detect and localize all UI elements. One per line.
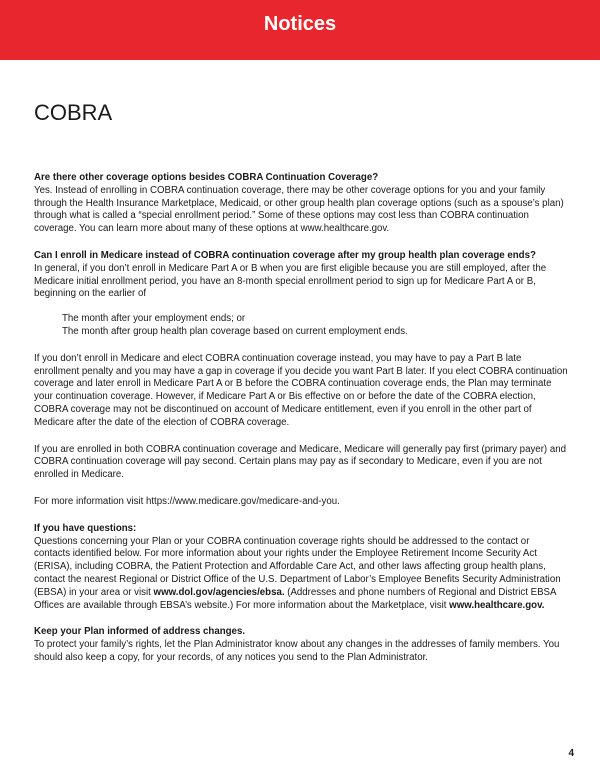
section-heading: If you have questions: [34, 522, 137, 534]
section-paragraph: For more information visit https://www.medicare.gov/medicare-and-you. [34, 495, 340, 507]
section-paragraph [34, 536, 568, 613]
section-paragraph: If you don’t enroll in Medicare and elect COBRA continuation coverage instead, you may have to pay a Part B late enrollment penalty and you may have a gap in coverage if you decide you want Part B later. If you elect COBRA continuation coverage and later enroll in Medicare Part A or B before the COBRA continuation coverage ends, the Plan may terminate your continuation coverage. However, if Medicare Part A or Bis effective on or before the date of the COBRA election, COBRA coverage may not be discontinued on account of Medicare entitlement, even if you enroll in the other part of Medicare after the date of the election of COBRA coverage. [34, 352, 568, 428]
paragraph-text: Questions concerning your Plan or your COBRA continuation coverage rights should be addressed to the contact or contacts identified below. For more information about your rights under the Employee Retirement Income Security Act (ERISA), including COBRA, the Patient Protection and Affordable Care Act, and other laws affecting group health plans, contact the nearest Regional or District Office of the U.S. Department of Labor’s Employee Benefits Security Administration (EBSA) in your area or visit [34, 535, 561, 598]
section-address [34, 626, 568, 664]
section-paragraph: If you are enrolled in both COBRA continuation coverage and Medicare, Medicare will generally pay first (primary payer) and COBRA continuation coverage will pay second. Certain plans may pay as if secondary to Medicare, even if you are not enrolled in Medicare. [34, 443, 566, 481]
healthcare-link[interactable]: www.healthcare.gov. [449, 599, 545, 611]
ebsa-link[interactable]: www.dol.gov/agencies/ebsa. [153, 586, 285, 598]
section-medicare [34, 250, 568, 509]
section-heading: Can I enroll in Medicare instead of COBRA continuation coverage after my group health plan coverage ends? [34, 249, 536, 261]
page-number: 4 [568, 748, 574, 759]
notices-banner [0, 0, 600, 60]
section-heading: Keep your Plan informed of address changes. [34, 626, 246, 638]
paragraph-text: (Addresses and phone numbers of Regional and District EBSA Offices are available through EBSA’s website.) For more information about the Marketplace, visit [34, 586, 556, 611]
list-item: The month after group health plan coverage based on current employment ends. [62, 325, 408, 337]
section-questions [34, 523, 568, 613]
section-other-options [34, 172, 568, 236]
section-paragraph: In general, if you don’t enroll in Medicare Part A or B when you are first eligible because you are still employed, after the Medicare initial enrollment period, you have an 8-month special enrollment period to sign up for Medicare Part A or B, beginning on the earlier of [34, 262, 547, 300]
section-heading: Are there other coverage options besides COBRA Continuation Coverage? [34, 172, 379, 183]
list-item: The month after your employment ends; or [62, 313, 246, 325]
section-paragraph: To protect your family’s rights, let the Plan Administrator know about any changes in the addresses of family members. You should also keep a copy, for your records, of any notices you send to the Plan Administrator. [34, 639, 560, 663]
banner-title: Notices [263, 12, 337, 35]
enrollment-period-list [62, 313, 568, 339]
section-paragraph: Yes. Instead of enrolling in COBRA continuation coverage, there may be other coverage options for you and your family through the Health Insurance Marketplace, Medicaid, or other group health plan coverage options (such as a spouse’s plan) through what is called a “special enrollment period.” Some of these options may cost less than COBRA continuation coverage. You can learn more about many of these options at www.healthcare.gov. [34, 184, 564, 235]
page-title: COBRA [34, 100, 113, 125]
document-body [34, 172, 568, 679]
